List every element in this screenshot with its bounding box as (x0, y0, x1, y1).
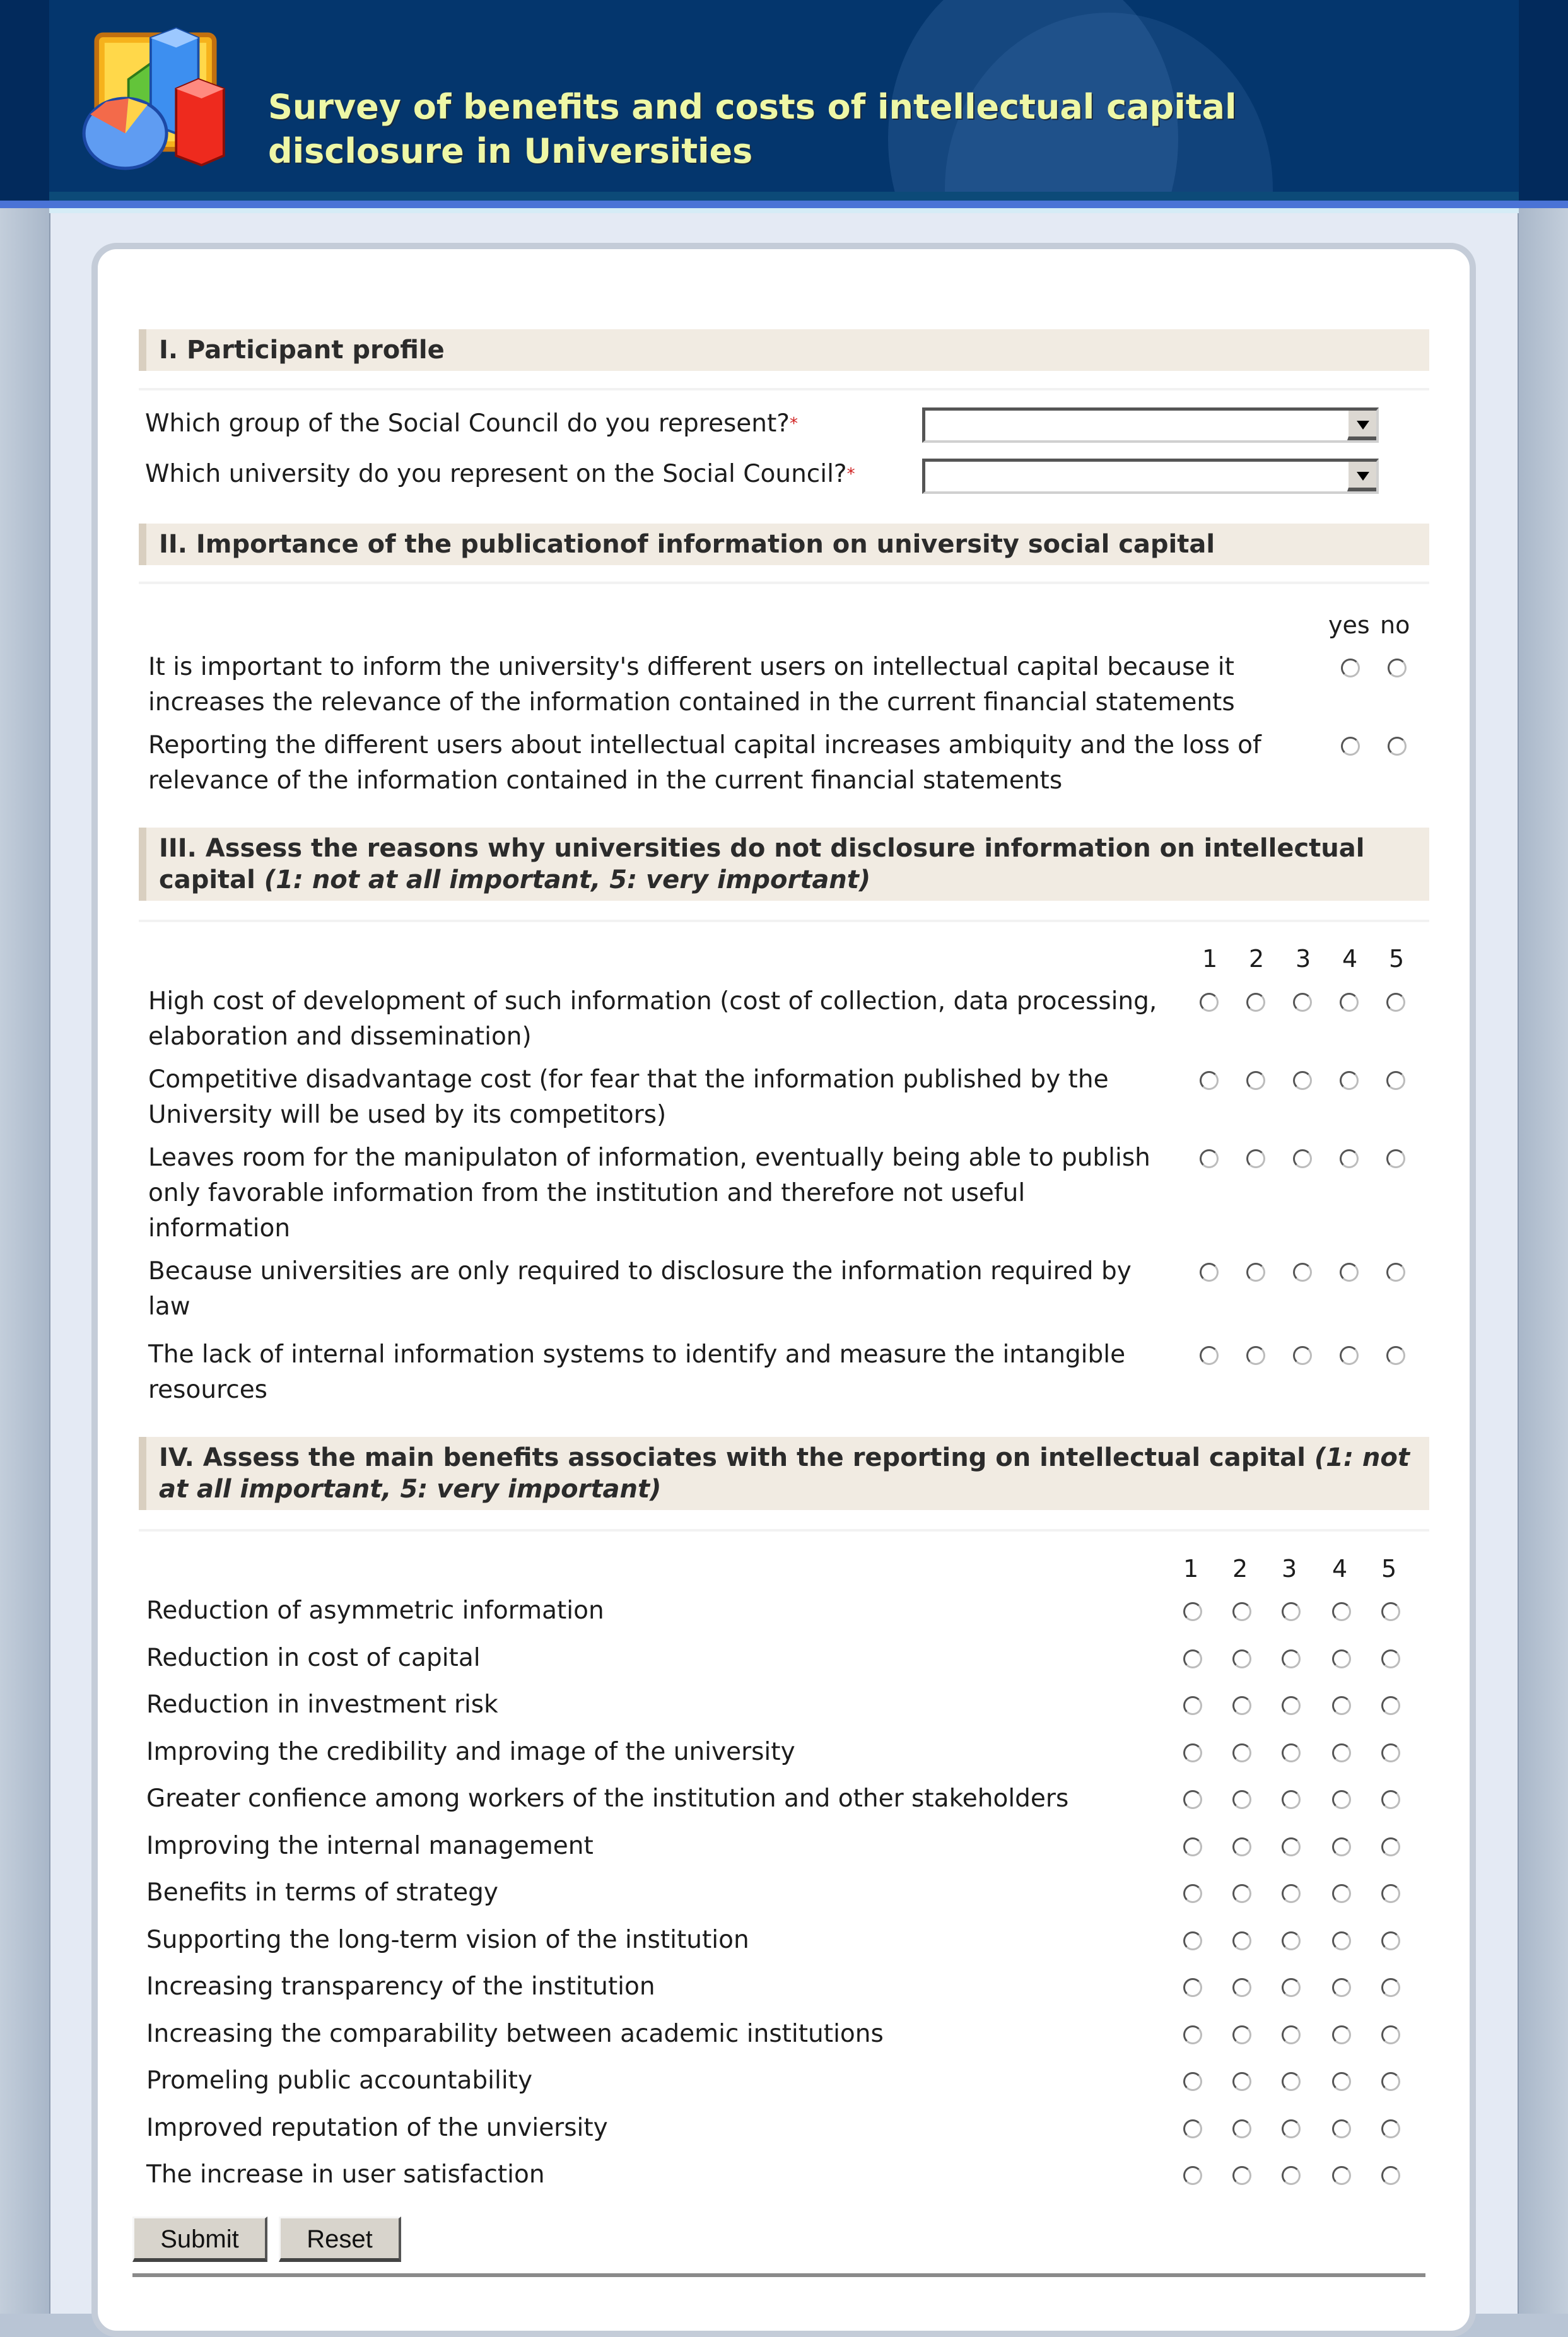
radio-rating-5[interactable] (1386, 1346, 1405, 1365)
radio-rating-2[interactable] (1232, 2025, 1251, 2044)
radio-rating-1[interactable] (1200, 1149, 1219, 1168)
question-text: Improved reputation of the unviersity (146, 2113, 608, 2142)
chevron-down-icon[interactable] (1347, 462, 1376, 491)
radio-rating-3[interactable] (1282, 2119, 1301, 2138)
reset-button[interactable]: Reset (279, 2217, 401, 2262)
section-header-reasons (139, 828, 1429, 901)
column-header-5: 5 (1381, 1555, 1397, 1583)
scale-legend: at all important, 5: very important) (159, 1475, 662, 1504)
radio-rating-1[interactable] (1200, 993, 1219, 1012)
radio-no[interactable] (1388, 737, 1407, 756)
question-text: The increase in user satisfaction (146, 2160, 545, 2189)
radio-rating-5[interactable] (1386, 1071, 1405, 1090)
section-title: I. Participant profile (159, 336, 445, 365)
radio-rating-4[interactable] (1332, 1978, 1351, 1997)
question-text: The lack of internal information systems to identify and measure the intangible (148, 1340, 1126, 1369)
header-accent-stripe (0, 201, 1568, 208)
radio-rating-3[interactable] (1282, 1602, 1301, 1621)
column-header-no: no (1380, 611, 1410, 639)
header-divider (49, 192, 1519, 201)
radio-rating-4[interactable] (1332, 1602, 1351, 1621)
radio-rating-5[interactable] (1381, 1837, 1400, 1856)
radio-rating-2[interactable] (1246, 1346, 1265, 1365)
radio-rating-1[interactable] (1183, 1884, 1202, 1903)
radio-rating-3[interactable] (1282, 1931, 1301, 1950)
chart-logo-icon (76, 16, 238, 175)
radio-rating-2[interactable] (1232, 1649, 1251, 1668)
question-text: only favorable information from the institution and therefore not useful (148, 1179, 1026, 1207)
page-title (268, 85, 1340, 173)
radio-rating-4[interactable] (1332, 1696, 1351, 1715)
radio-rating-2[interactable] (1246, 1263, 1265, 1282)
question-text: Greater confience among workers of the institution and other stakeholders (146, 1784, 1069, 1813)
radio-rating-4[interactable] (1340, 1263, 1359, 1282)
section-divider (139, 920, 1429, 922)
radio-rating-1[interactable] (1183, 1649, 1202, 1668)
question-row (148, 984, 1157, 1055)
radio-rating-3[interactable] (1293, 1149, 1312, 1168)
radio-rating-5[interactable] (1381, 1884, 1400, 1903)
radio-rating-4[interactable] (1332, 1790, 1351, 1809)
question-row (148, 1062, 1109, 1133)
title-line-1: Survey of benefits and costs of intellectual capital (268, 87, 1237, 127)
university-select[interactable] (922, 459, 1379, 494)
radio-no[interactable] (1388, 659, 1407, 677)
question-label: Which group of the Social Council do you represent? (145, 409, 790, 438)
radio-rating-1[interactable] (1183, 1790, 1202, 1809)
radio-rating-2[interactable] (1232, 1602, 1251, 1621)
radio-rating-2[interactable] (1232, 1743, 1251, 1762)
radio-rating-4[interactable] (1332, 1931, 1351, 1950)
column-header-3: 3 (1296, 945, 1311, 973)
column-header-4: 4 (1332, 1555, 1348, 1583)
radio-rating-5[interactable] (1386, 993, 1405, 1012)
radio-rating-5[interactable] (1381, 1978, 1400, 1997)
radio-rating-4[interactable] (1340, 1071, 1359, 1090)
question-row (148, 1140, 1150, 1246)
radio-rating-2[interactable] (1246, 1071, 1265, 1090)
required-marker: * (846, 465, 855, 484)
section-title: II. Importance of the publicationof information on university social capital (159, 530, 1215, 559)
question-text: increases the relevance of the information contained in the current financial statements (148, 688, 1235, 717)
left-side-strip (0, 0, 49, 2314)
radio-yes[interactable] (1341, 737, 1360, 756)
question-text: Improving the internal management (146, 1831, 594, 1860)
section-title: III. Assess the reasons why universities do not disclosure information on intellectual (159, 834, 1365, 863)
question-text: High cost of development of such information (cost of collection, data processing, (148, 987, 1157, 1016)
radio-rating-3[interactable] (1282, 1649, 1301, 1668)
radio-rating-3[interactable] (1282, 2025, 1301, 2044)
section-title: capital (159, 865, 264, 894)
radio-rating-5[interactable] (1381, 2025, 1400, 2044)
question-social-council-group (145, 406, 798, 442)
radio-rating-1[interactable] (1183, 2119, 1202, 2138)
question-text: Leaves room for the manipulaton of information, eventually being able to publish (148, 1144, 1150, 1172)
radio-rating-2[interactable] (1232, 2072, 1251, 2091)
radio-rating-2[interactable] (1232, 2119, 1251, 2138)
question-text: Reduction of asymmetric information (146, 1596, 604, 1625)
radio-rating-5[interactable] (1381, 2119, 1400, 2138)
radio-rating-3[interactable] (1282, 1790, 1301, 1809)
radio-rating-4[interactable] (1332, 1743, 1351, 1762)
column-header-3: 3 (1282, 1555, 1297, 1583)
section-title-line-2 (159, 864, 1429, 896)
radio-rating-5[interactable] (1386, 1149, 1405, 1168)
question-text: information (148, 1214, 291, 1243)
section-title: IV. Assess the main benefits associates with the reporting on intellectual capital (159, 1443, 1314, 1472)
question-row (148, 1337, 1125, 1408)
radio-rating-5[interactable] (1381, 1743, 1400, 1762)
section-title-line-1 (159, 1442, 1429, 1473)
column-header-1: 1 (1183, 1555, 1199, 1583)
submit-button[interactable]: Submit (132, 2217, 267, 2262)
radio-rating-3[interactable] (1293, 1071, 1312, 1090)
radio-rating-2[interactable] (1232, 1978, 1251, 1997)
question-row (148, 728, 1261, 799)
radio-rating-5[interactable] (1381, 1602, 1400, 1621)
section-divider (139, 582, 1429, 584)
radio-rating-1[interactable] (1200, 1263, 1219, 1282)
social-council-group-select[interactable] (922, 407, 1379, 443)
radio-rating-5[interactable] (1381, 1931, 1400, 1950)
scale-legend: (1: not at all important, 5: very important) (264, 865, 871, 894)
column-header-5: 5 (1389, 945, 1405, 973)
radio-rating-4[interactable] (1340, 1149, 1359, 1168)
radio-rating-1[interactable] (1183, 2025, 1202, 2044)
radio-rating-1[interactable] (1183, 1602, 1202, 1621)
question-text: Reporting the different users about intellectual capital increases ambiquity and the loss of (148, 731, 1261, 759)
question-text: Improving the credibility and image of the university (146, 1737, 795, 1766)
question-text: It is important to inform the university's different users on intellectual capital because it (148, 653, 1234, 681)
question-text: relevance of the information contained in the current financial statements (148, 766, 1063, 795)
radio-rating-3[interactable] (1282, 2166, 1301, 2185)
required-marker: * (789, 414, 798, 433)
question-text: University will be used by its competitors) (148, 1101, 667, 1129)
radio-rating-2[interactable] (1232, 1837, 1251, 1856)
radio-rating-2[interactable] (1232, 1790, 1251, 1809)
radio-rating-3[interactable] (1282, 1743, 1301, 1762)
radio-rating-4[interactable] (1332, 2025, 1351, 2044)
question-text: elaboration and dissemination) (148, 1022, 532, 1051)
radio-rating-5[interactable] (1381, 1696, 1400, 1715)
radio-rating-1[interactable] (1200, 1346, 1219, 1365)
radio-rating-2[interactable] (1232, 1696, 1251, 1715)
question-label: Which university do you represent on the Social Council? (145, 460, 847, 488)
radio-rating-3[interactable] (1293, 1346, 1312, 1365)
radio-rating-1[interactable] (1183, 1978, 1202, 1997)
section-title-line-2 (159, 1473, 1429, 1505)
radio-rating-2[interactable] (1246, 993, 1265, 1012)
question-text: Reduction in investment risk (146, 1690, 498, 1719)
radio-rating-1[interactable] (1183, 1743, 1202, 1762)
column-header-2: 2 (1249, 945, 1265, 973)
radio-rating-5[interactable] (1381, 2166, 1400, 2185)
radio-rating-1[interactable] (1200, 1071, 1219, 1090)
radio-rating-3[interactable] (1293, 993, 1312, 1012)
question-text: Because universities are only required to disclosure the information required by (148, 1257, 1132, 1286)
radio-rating-3[interactable] (1282, 1884, 1301, 1903)
section-header-participant-profile (139, 329, 1429, 371)
header-light-stripe (49, 208, 1519, 213)
radio-rating-2[interactable] (1232, 2166, 1251, 2185)
question-text: Promeling public accountability (146, 2066, 533, 2095)
radio-rating-1[interactable] (1183, 1837, 1202, 1856)
question-text: Increasing the comparability between academic institutions (146, 2019, 884, 2048)
question-text: Benefits in terms of strategy (146, 1878, 498, 1907)
right-side-strip (1519, 0, 1568, 2314)
chevron-down-icon[interactable] (1347, 411, 1376, 440)
radio-rating-3[interactable] (1282, 1978, 1301, 1997)
radio-rating-3[interactable] (1282, 1696, 1301, 1715)
radio-rating-4[interactable] (1332, 1837, 1351, 1856)
footer-divider (132, 2273, 1425, 2277)
question-row (148, 650, 1235, 720)
radio-rating-1[interactable] (1183, 1696, 1202, 1715)
column-header-1: 1 (1202, 945, 1218, 973)
radio-rating-1[interactable] (1183, 2072, 1202, 2091)
question-text: Reduction in cost of capital (146, 1643, 481, 1672)
page-header (0, 0, 1568, 201)
question-text: Increasing transparency of the institution (146, 1972, 655, 2001)
question-text: law (148, 1292, 190, 1321)
section-header-benefits (139, 1437, 1429, 1510)
radio-rating-2[interactable] (1232, 1884, 1251, 1903)
radio-rating-3[interactable] (1282, 2072, 1301, 2091)
radio-rating-5[interactable] (1381, 1790, 1400, 1809)
radio-rating-3[interactable] (1282, 1837, 1301, 1856)
radio-rating-1[interactable] (1183, 1931, 1202, 1950)
question-row (148, 1254, 1132, 1325)
radio-rating-5[interactable] (1386, 1263, 1405, 1282)
radio-rating-4[interactable] (1332, 1884, 1351, 1903)
section-divider (139, 388, 1429, 390)
radio-rating-4[interactable] (1332, 2166, 1351, 2185)
column-header-2: 2 (1232, 1555, 1248, 1583)
question-text: Competitive disadvantage cost (for fear that the information published by the (148, 1065, 1109, 1094)
radio-rating-4[interactable] (1332, 2119, 1351, 2138)
radio-rating-5[interactable] (1381, 2072, 1400, 2091)
radio-yes[interactable] (1341, 659, 1360, 677)
column-header-4: 4 (1342, 945, 1358, 973)
radio-rating-4[interactable] (1332, 2072, 1351, 2091)
radio-rating-2[interactable] (1246, 1149, 1265, 1168)
question-university (145, 457, 855, 492)
section-header-importance (139, 524, 1429, 565)
scale-legend: (1: not (1314, 1443, 1410, 1472)
radio-rating-1[interactable] (1183, 2166, 1202, 2185)
question-text: Supporting the long-term vision of the institution (146, 1925, 749, 1954)
column-header-yes: yes (1328, 611, 1370, 639)
radio-rating-4[interactable] (1340, 993, 1359, 1012)
radio-rating-2[interactable] (1232, 1931, 1251, 1950)
question-text: resources (148, 1376, 268, 1404)
radio-rating-3[interactable] (1293, 1263, 1312, 1282)
radio-rating-5[interactable] (1381, 1649, 1400, 1668)
section-divider (139, 1529, 1429, 1532)
radio-rating-4[interactable] (1340, 1346, 1359, 1365)
title-line-2: disclosure in Universities (268, 131, 753, 171)
radio-rating-4[interactable] (1332, 1649, 1351, 1668)
